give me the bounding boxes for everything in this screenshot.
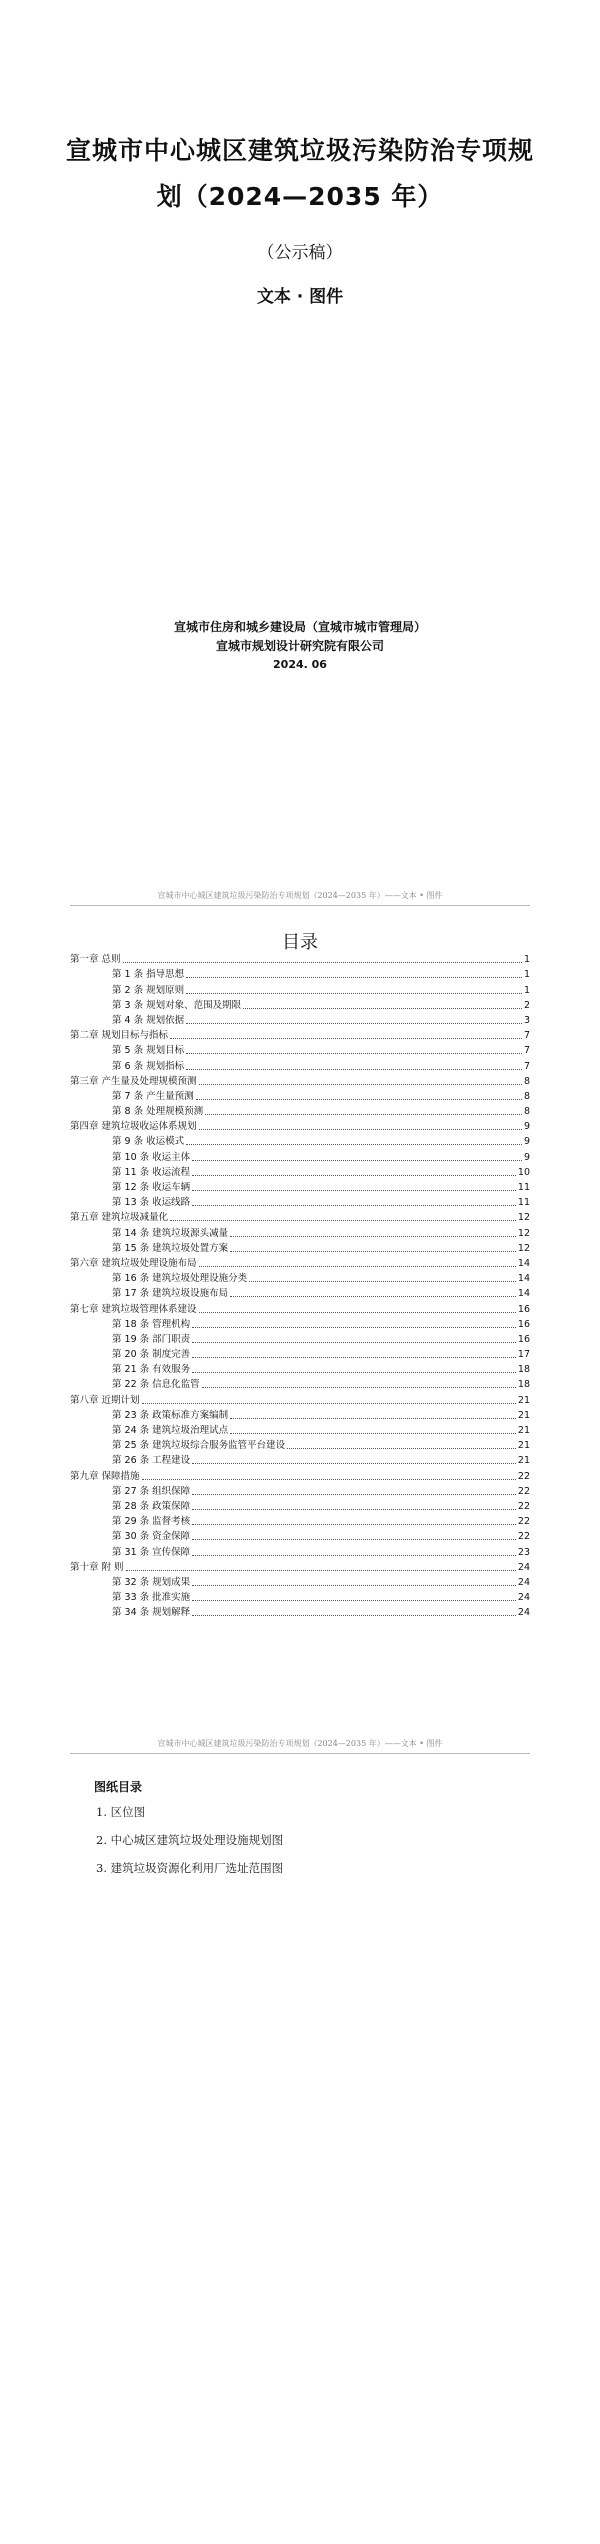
toc-leader-dots bbox=[192, 1174, 516, 1176]
toc-leader-dots bbox=[186, 1143, 522, 1145]
cover-organization-2: 宣城市规划设计研究院有限公司 bbox=[215, 639, 384, 653]
toc-page-number: 24 bbox=[517, 1561, 530, 1573]
toc-page-number: 14 bbox=[517, 1288, 530, 1300]
toc-leader-dots bbox=[192, 1554, 516, 1556]
toc-page-number: 3 bbox=[523, 1014, 530, 1026]
toc-leader-dots bbox=[126, 1569, 516, 1571]
toc-section-entry[interactable] bbox=[70, 1164, 530, 1179]
toc-leader-dots bbox=[192, 1538, 516, 1540]
toc-page-number: 12 bbox=[517, 1242, 530, 1254]
toc-chapter-entry[interactable] bbox=[70, 1300, 530, 1315]
toc-page-number: 1 bbox=[523, 969, 530, 981]
toc-entry-text: 第 22 条 信息化监管 bbox=[112, 1379, 200, 1391]
toc-entry-text: 第 14 条 建筑垃圾源头减量 bbox=[112, 1227, 229, 1239]
toc-section-entry[interactable] bbox=[70, 1148, 530, 1163]
toc-section-entry[interactable] bbox=[70, 1194, 530, 1209]
toc-page-number: 8 bbox=[523, 1090, 530, 1102]
toc-entry-text: 第 27 条 组织保障 bbox=[112, 1485, 191, 1497]
toc-leader-dots bbox=[186, 1052, 522, 1054]
toc-section-entry[interactable] bbox=[70, 1483, 530, 1498]
toc-section-entry[interactable] bbox=[70, 1331, 530, 1346]
toc-page-number: 23 bbox=[517, 1546, 530, 1558]
toc-entry-text: 第八章 近期计划 bbox=[70, 1394, 140, 1406]
toc-section-entry[interactable] bbox=[70, 1103, 530, 1118]
figure-list-item[interactable]: 3. 建筑垃圾资源化利用厂选址范围图 bbox=[96, 1861, 284, 1875]
toc-entry-text: 第 11 条 收运流程 bbox=[112, 1166, 191, 1178]
toc-entry-text: 第 5 条 规划目标 bbox=[112, 1045, 185, 1057]
toc-section-entry[interactable] bbox=[70, 1361, 530, 1376]
toc-section-entry[interactable] bbox=[70, 1133, 530, 1148]
toc-leader-dots bbox=[192, 1523, 516, 1525]
toc-leader-dots bbox=[186, 976, 522, 978]
toc-leader-dots bbox=[186, 992, 522, 994]
toc-chapter-entry[interactable] bbox=[70, 1559, 530, 1574]
toc-section-entry[interactable] bbox=[70, 1574, 530, 1589]
toc-chapter-entry[interactable] bbox=[70, 1255, 530, 1270]
toc-page-number: 22 bbox=[517, 1531, 530, 1543]
toc-leader-dots bbox=[142, 1402, 516, 1404]
toc-leader-dots bbox=[196, 1098, 522, 1100]
toc-leader-dots bbox=[192, 1356, 516, 1358]
toc-list bbox=[70, 951, 530, 1619]
toc-page-number: 21 bbox=[517, 1455, 530, 1467]
toc-page-number: 11 bbox=[517, 1182, 530, 1193]
toc-page-number: 14 bbox=[517, 1273, 530, 1285]
toc-leader-dots bbox=[230, 1235, 516, 1237]
toc-entry-text: 第 7 条 产生量预测 bbox=[112, 1090, 194, 1102]
toc-page-number: 8 bbox=[523, 1106, 530, 1118]
toc-leader-dots bbox=[186, 1068, 522, 1070]
toc-leader-dots bbox=[249, 1280, 516, 1282]
toc-entry-text: 第 6 条 规划指标 bbox=[112, 1060, 185, 1072]
toc-page-number: 8 bbox=[523, 1075, 530, 1087]
toc-page-number: 9 bbox=[523, 1151, 530, 1163]
toc-leader-dots bbox=[192, 1189, 516, 1191]
toc-section-entry[interactable] bbox=[70, 1270, 530, 1285]
toc-page-number: 16 bbox=[517, 1303, 530, 1315]
toc-entry-text: 第九章 保障措施 bbox=[70, 1470, 140, 1482]
toc-page-number: 16 bbox=[517, 1333, 530, 1345]
toc-entry-text: 第十章 附 则 bbox=[70, 1561, 124, 1573]
toc-page-number: 7 bbox=[523, 1030, 530, 1042]
toc-entry-text: 第 21 条 有效服务 bbox=[112, 1364, 191, 1376]
toc-entry-text: 第 19 条 部门职责 bbox=[112, 1333, 191, 1345]
toc-entry-text: 第 23 条 政策标准方案编制 bbox=[112, 1409, 229, 1421]
toc-entry-text: 第三章 产生量及处理规模预测 bbox=[70, 1075, 197, 1087]
toc-leader-dots bbox=[199, 1083, 522, 1085]
toc-page-number: 1 bbox=[523, 984, 530, 996]
toc-section-entry[interactable] bbox=[70, 1407, 530, 1422]
toc-section-entry[interactable] bbox=[70, 997, 530, 1012]
toc-leader-dots bbox=[192, 1204, 516, 1206]
toc-page-number: 18 bbox=[517, 1379, 530, 1391]
toc-leader-dots bbox=[142, 1478, 516, 1480]
figures-list bbox=[96, 1802, 283, 1886]
toc-section-entry[interactable] bbox=[70, 981, 530, 996]
toc-leader-dots bbox=[192, 1341, 516, 1343]
toc-page-number: 22 bbox=[517, 1485, 530, 1497]
toc-leader-dots bbox=[230, 1432, 516, 1434]
toc-leader-dots bbox=[192, 1584, 516, 1586]
toc-leader-dots bbox=[230, 1250, 516, 1252]
toc-leader-dots bbox=[199, 1265, 516, 1267]
toc-entry-text: 第 3 条 规划对象、范围及期限 bbox=[112, 999, 242, 1011]
toc-entry-text: 第 33 条 批准实施 bbox=[112, 1592, 191, 1604]
toc-entry-text: 第 16 条 建筑垃圾处理设施分类 bbox=[112, 1273, 248, 1285]
toc-entry-text: 第 18 条 管理机构 bbox=[112, 1318, 191, 1330]
figure-list-item[interactable]: 2. 中心城区建筑垃圾处理设施规划图 bbox=[96, 1833, 284, 1847]
toc-entry-text: 第 25 条 建筑垃圾综合服务监管平台建设 bbox=[112, 1440, 286, 1452]
toc-leader-dots bbox=[243, 1007, 522, 1009]
toc-entry-text: 第 8 条 处理规模预测 bbox=[112, 1106, 204, 1118]
toc-page-number: 7 bbox=[523, 1060, 530, 1072]
toc-chapter-entry[interactable] bbox=[70, 1118, 530, 1133]
toc-page-number: 11 bbox=[517, 1197, 530, 1209]
toc-section-entry[interactable] bbox=[70, 1422, 530, 1437]
toc-page-number: 24 bbox=[517, 1592, 530, 1604]
toc-page-number: 9 bbox=[523, 1136, 530, 1148]
toc-section-entry[interactable] bbox=[70, 1376, 530, 1391]
toc-leader-dots bbox=[205, 1113, 522, 1115]
toc-page-number: 12 bbox=[517, 1227, 530, 1239]
toc-entry-text: 第 20 条 制度完善 bbox=[112, 1349, 191, 1361]
toc-entry-text: 第 4 条 规划依据 bbox=[112, 1014, 185, 1026]
toc-section-entry[interactable] bbox=[70, 1513, 530, 1528]
toc-section-entry[interactable] bbox=[70, 1604, 530, 1619]
toc-page-number: 16 bbox=[517, 1318, 530, 1330]
toc-entry-text: 第六章 建筑垃圾处理设施布局 bbox=[70, 1257, 197, 1269]
toc-entry-text: 第 10 条 收运主体 bbox=[112, 1151, 191, 1163]
toc-entry-text: 第 24 条 建筑垃圾治理试点 bbox=[112, 1425, 229, 1436]
cover-organization-1: 宣城市住房和城乡建设局（宣城市城市管理局） bbox=[173, 620, 426, 634]
toc-section-entry[interactable] bbox=[70, 1285, 530, 1300]
toc-page-number: 21 bbox=[517, 1425, 530, 1436]
toc-chapter-entry[interactable] bbox=[70, 1027, 530, 1042]
toc-section-entry[interactable] bbox=[70, 1437, 530, 1452]
toc-section-entry[interactable] bbox=[70, 1543, 530, 1558]
toc-section-entry[interactable] bbox=[70, 1346, 530, 1361]
toc-leader-dots bbox=[230, 1295, 516, 1297]
toc-page-number: 9 bbox=[523, 1121, 530, 1133]
toc-leader-dots bbox=[192, 1493, 516, 1495]
toc-entry-text: 第 29 条 监督考核 bbox=[112, 1516, 191, 1528]
toc-page-number: 24 bbox=[517, 1607, 530, 1619]
toc-page-number: 22 bbox=[517, 1470, 530, 1482]
toc-section-entry[interactable] bbox=[70, 1057, 530, 1072]
toc-entry-text: 第七章 建筑垃圾管理体系建设 bbox=[70, 1303, 197, 1315]
toc-page-number: 22 bbox=[517, 1500, 530, 1512]
toc-leader-dots bbox=[192, 1508, 516, 1510]
cover-doc-type: 文本 · 图件 bbox=[256, 287, 344, 307]
toc-page-number: 21 bbox=[517, 1394, 530, 1406]
toc-entry-text: 第 12 条 收运车辆 bbox=[112, 1182, 191, 1193]
toc-entry-text: 第 2 条 规划原则 bbox=[112, 984, 185, 996]
toc-leader-dots bbox=[170, 1219, 516, 1221]
toc-chapter-entry[interactable] bbox=[70, 1073, 530, 1088]
toc-leader-dots bbox=[192, 1614, 516, 1616]
toc-section-entry[interactable] bbox=[70, 1589, 530, 1604]
toc-entry-text: 第 28 条 政策保障 bbox=[112, 1500, 191, 1512]
toc-entry-text: 第 15 条 建筑垃圾处置方案 bbox=[112, 1242, 229, 1254]
toc-page-number: 10 bbox=[517, 1166, 530, 1178]
toc-section-entry[interactable] bbox=[70, 1179, 530, 1194]
toc-entry-text: 第 17 条 建筑垃圾设施布局 bbox=[112, 1288, 229, 1300]
cover-subtitle: （公示稿） bbox=[257, 243, 343, 263]
toc-entry-text: 第二章 规划目标与指标 bbox=[70, 1030, 169, 1042]
toc-section-entry[interactable] bbox=[70, 1452, 530, 1467]
toc-page-number: 7 bbox=[523, 1045, 530, 1057]
toc-leader-dots bbox=[199, 1128, 522, 1130]
figures-title: 图纸目录 bbox=[94, 1780, 143, 1794]
running-header-toc: 宣城市中心城区建筑垃圾污染防治专项规划（2024—2035 年）——文本 • 图件 bbox=[70, 890, 530, 906]
toc-leader-dots bbox=[192, 1599, 516, 1601]
toc-entry-text: 第四章 建筑垃圾收运体系规划 bbox=[70, 1121, 197, 1133]
toc-entry-text: 第 9 条 收运模式 bbox=[112, 1136, 185, 1148]
toc-leader-dots bbox=[202, 1386, 516, 1388]
toc-leader-dots bbox=[192, 1371, 516, 1373]
toc-page-number: 1 bbox=[523, 954, 530, 966]
toc-chapter-entry[interactable] bbox=[70, 951, 530, 966]
toc-leader-dots bbox=[123, 961, 522, 963]
toc-section-entry[interactable] bbox=[70, 1088, 530, 1103]
toc-leader-dots bbox=[192, 1159, 522, 1161]
toc-leader-dots bbox=[287, 1447, 516, 1449]
toc-title: 目录 bbox=[282, 932, 318, 953]
toc-entry-text: 第 34 条 规划解释 bbox=[112, 1607, 191, 1619]
cover-title: 宣城市中心城区建筑垃圾污染防治专项规划（2024—2035 年） bbox=[65, 136, 534, 211]
toc-entry-text: 第 1 条 指导思想 bbox=[112, 969, 185, 981]
running-header-figures: 宣城市中心城区建筑垃圾污染防治专项规划（2024—2035 年）——文本 • 图件 bbox=[70, 1738, 530, 1754]
toc-page-number: 22 bbox=[517, 1516, 530, 1528]
toc-page-number: 17 bbox=[517, 1349, 530, 1361]
toc-chapter-entry[interactable] bbox=[70, 1209, 530, 1224]
toc-page-number: 24 bbox=[517, 1576, 530, 1588]
toc-section-entry[interactable] bbox=[70, 1498, 530, 1513]
toc-entry-text: 第 32 条 规划成果 bbox=[112, 1576, 191, 1588]
toc-page-number: 2 bbox=[523, 999, 530, 1011]
toc-section-entry[interactable] bbox=[70, 966, 530, 981]
toc-entry-text: 第 31 条 宣传保障 bbox=[112, 1546, 191, 1558]
toc-entry-text: 第一章 总则 bbox=[70, 954, 121, 966]
toc-leader-dots bbox=[230, 1417, 516, 1419]
toc-section-entry[interactable] bbox=[70, 1528, 530, 1543]
figure-list-item[interactable]: 1. 区位图 bbox=[96, 1805, 146, 1819]
toc-entry-text: 第 26 条 工程建设 bbox=[112, 1455, 191, 1467]
cover-date: 2024. 06 bbox=[273, 658, 327, 671]
toc-page-number: 21 bbox=[517, 1409, 530, 1421]
toc-leader-dots bbox=[192, 1462, 516, 1464]
toc-chapter-entry[interactable] bbox=[70, 1391, 530, 1406]
toc-page-number: 12 bbox=[517, 1212, 530, 1224]
toc-entry-text: 第 30 条 资金保障 bbox=[112, 1531, 191, 1543]
toc-leader-dots bbox=[192, 1326, 516, 1328]
toc-section-entry[interactable] bbox=[70, 1240, 530, 1255]
toc-section-entry[interactable] bbox=[70, 1224, 530, 1239]
toc-page-number: 14 bbox=[517, 1257, 530, 1269]
toc-leader-dots bbox=[199, 1311, 516, 1313]
toc-leader-dots bbox=[186, 1022, 522, 1024]
toc-leader-dots bbox=[170, 1037, 522, 1039]
toc-section-entry[interactable] bbox=[70, 1042, 530, 1057]
toc-entry-text: 第五章 建筑垃圾减量化 bbox=[70, 1212, 169, 1224]
toc-section-entry[interactable] bbox=[70, 1316, 530, 1331]
toc-page-number: 21 bbox=[517, 1440, 530, 1452]
toc-chapter-entry[interactable] bbox=[70, 1467, 530, 1482]
toc-section-entry[interactable] bbox=[70, 1012, 530, 1027]
cover-page bbox=[0, 0, 600, 880]
toc-entry-text: 第 13 条 收运线路 bbox=[112, 1197, 191, 1209]
toc-page-number: 18 bbox=[517, 1364, 530, 1376]
